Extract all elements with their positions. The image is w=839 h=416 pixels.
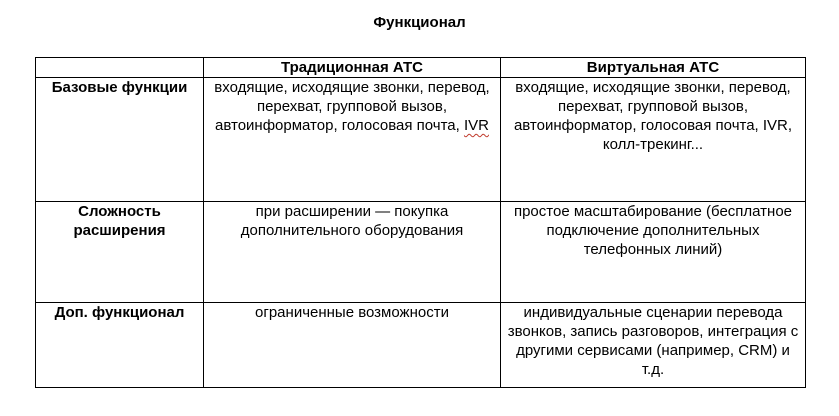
document-title: Функционал xyxy=(373,14,466,31)
header-traditional-pbx: Традиционная АТС xyxy=(204,58,501,78)
row-label-expansion-complexity: Сложность расширения xyxy=(36,202,204,303)
table-row xyxy=(36,202,806,303)
cell-virtual-expansion: простое масштабирование (бесплатное подключение дополнительных телефонных линий) xyxy=(501,202,806,303)
table-header-row xyxy=(36,58,806,78)
table-row xyxy=(36,303,806,388)
cell-traditional-expansion: при расширении — покупка дополнительного оборудования xyxy=(204,202,501,303)
spellcheck-flagged-word: IVR xyxy=(463,117,489,134)
cell-traditional-extra: ограниченные возможности xyxy=(204,303,501,388)
comparison-table xyxy=(35,57,806,388)
cell-traditional-basic-functions xyxy=(204,78,501,202)
row-label-basic-functions: Базовые функции xyxy=(36,78,204,202)
cell-text: входящие, исходящие звонки, перевод, перехват, групповой вызов, автоинформатор, голосовая почта, xyxy=(214,79,490,134)
table-row xyxy=(36,78,806,202)
header-virtual-pbx: Виртуальная АТС xyxy=(501,58,806,78)
row-label-extra-functionality: Доп. функционал xyxy=(36,303,204,388)
header-empty-cell xyxy=(36,58,204,78)
cell-virtual-basic-functions: входящие, исходящие звонки, перевод, перехват, групповой вызов, автоинформатор, голосовая почта, IVR, колл-трекинг... xyxy=(501,78,806,202)
cell-virtual-extra: индивидуальные сценарии перевода звонков, запись разговоров, интеграция с другими сервисами (например, CRM) и т.д. xyxy=(501,303,806,388)
